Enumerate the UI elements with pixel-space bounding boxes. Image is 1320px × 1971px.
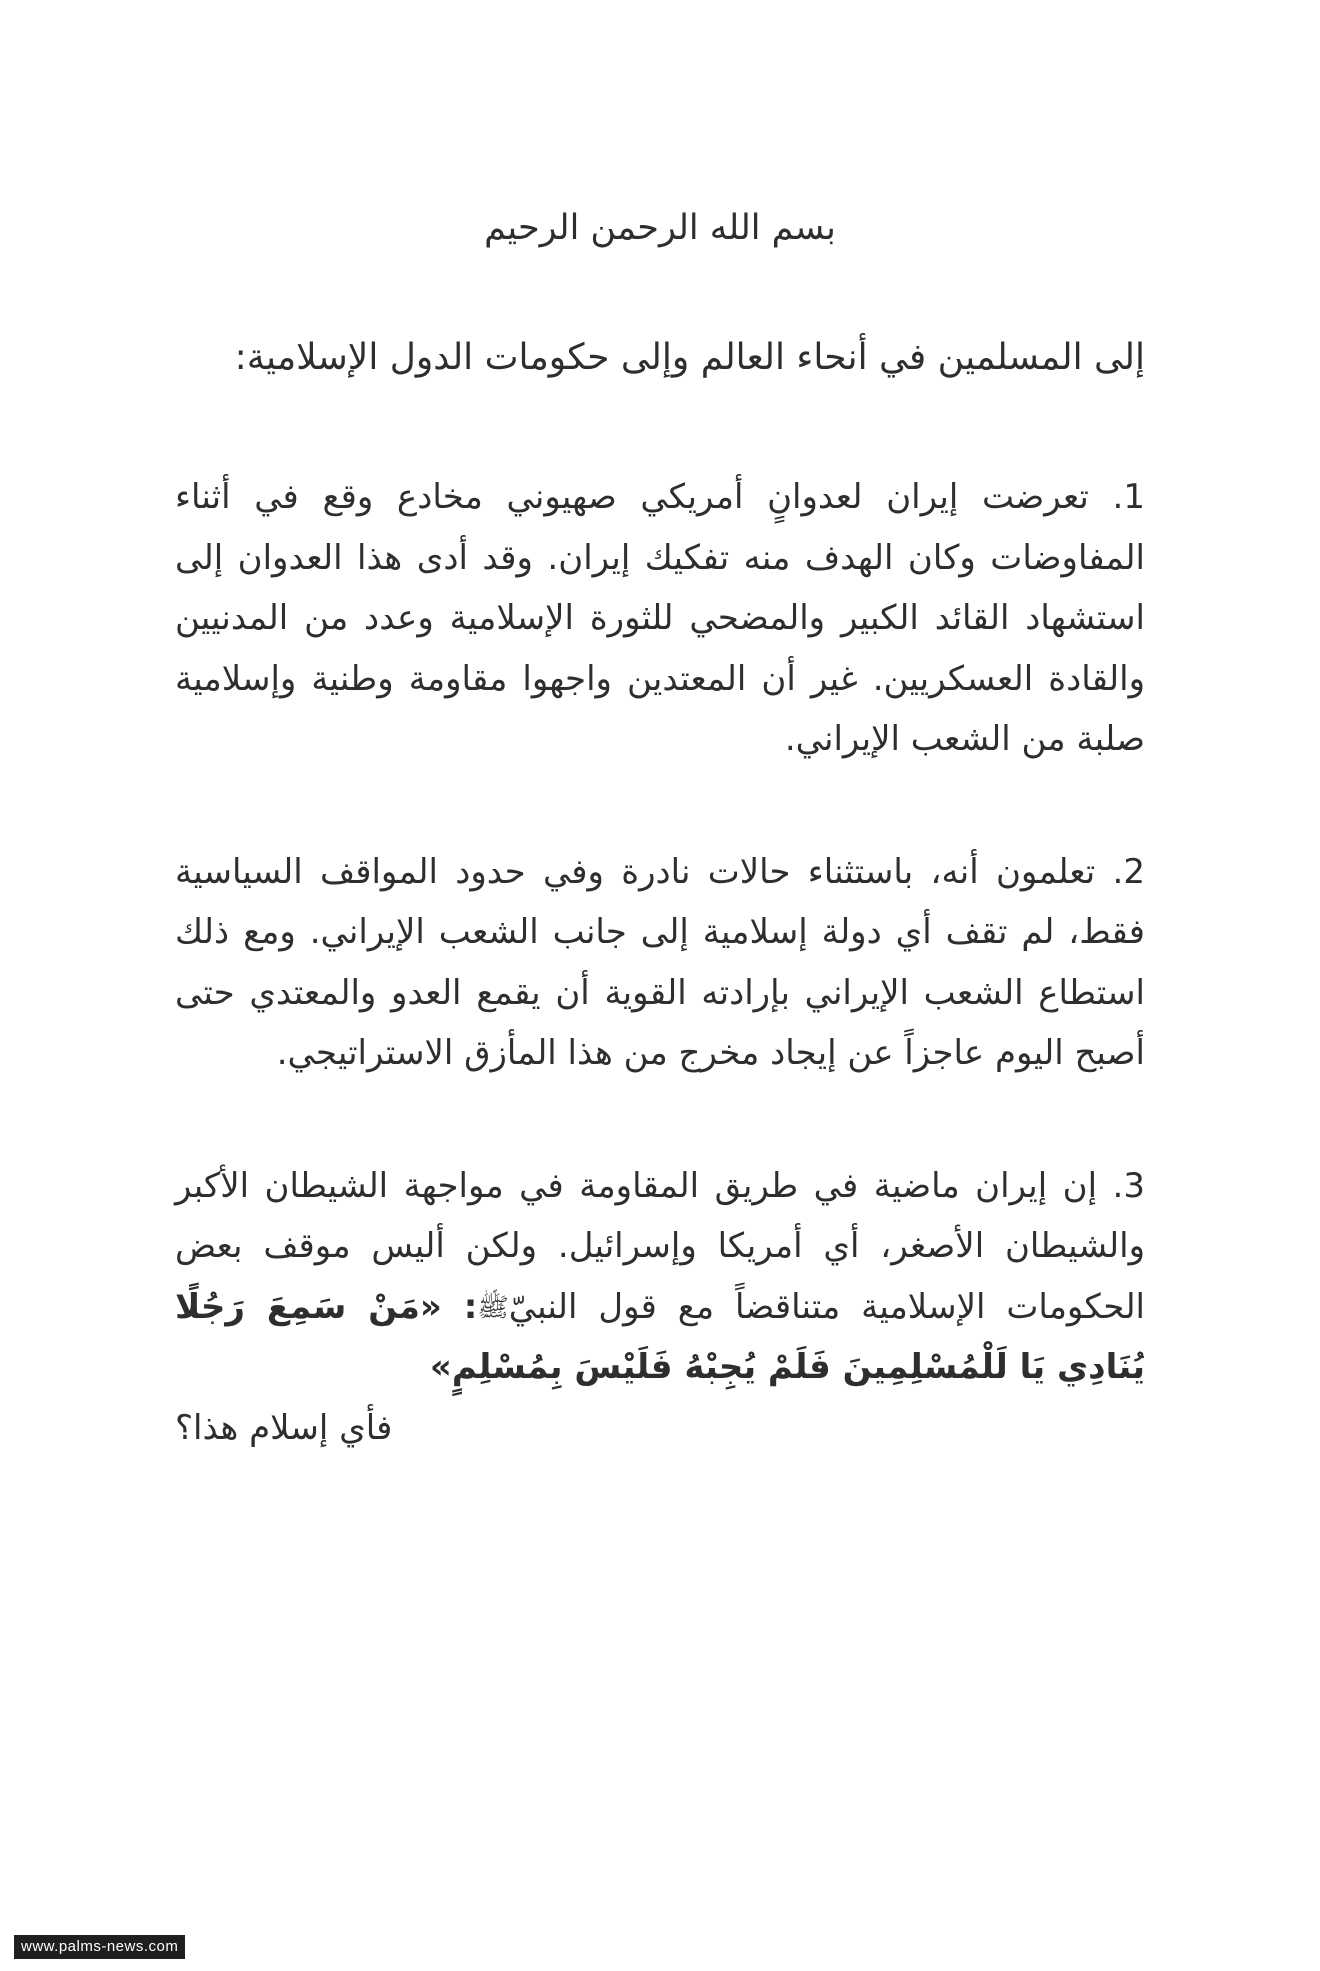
salutation-line: إلى المسلمين في أنحاء العالم وإلى حكومات الدول الإسلامية: — [234, 337, 1145, 378]
paragraph-3-lead: 3. إن إيران ماضية في طريق المقاومة في مواجهة الشيطان الأكبر والشيطان الأصغر، أي أمريكا وإسرائيل. ولكن أليس موقف بعض الحكومات الإسلامية متناقضاً مع قول النبيّ — [175, 1165, 1145, 1327]
paragraph-2: 2. تعلمون أنه، باستثناء حالات نادرة وفي حدود المواقف السياسية فقط، لم تقف أي دولة إسلامية إلى جانب الشعب الإيراني. ومع ذلك استطاع الشعب الإيراني بإرادته القوية أن يقمع العدو والمعتدي حتى أصبح اليوم عاجزاً عن إيجاد مخرج من هذا المأزق الاستراتيجي. — [175, 851, 1145, 1074]
site-watermark: www.palms-news.com — [14, 1935, 185, 1959]
hadith-quote: : «مَنْ سَمِعَ رَجُلًا يُنَادِي يَا لَلْمُسْلِمِينَ فَلَمْ يُجِبْهُ فَلَيْسَ بِمُسْلِمٍ» — [175, 1286, 1145, 1388]
paragraph-1: 1. تعرضت إيران لعدوانٍ أمريكي صهيوني مخادع وقع في أثناء المفاوضات وكان الهدف منه تفكيك إيران. وقد أدى هذا العدوان إلى استشهاد القائد الكبير والمضحي للثورة الإسلامية وعدد من المدنيين والقادة العسكريين. غير أن المعتدين واجهوا مقاومة وطنية وإسلامية صلبة من الشعب الإيراني. — [175, 477, 1145, 760]
sallallahu-alayhi-wasallam-glyph: ﷺ — [477, 1292, 509, 1323]
document-body — [175, 200, 1145, 1458]
paragraph-3-tail: فأي إسلام هذا؟ — [175, 1407, 393, 1448]
paragraph-3 — [175, 1156, 1145, 1459]
bismillah-line: بسم الله الرحمن الرحيم — [484, 208, 836, 248]
